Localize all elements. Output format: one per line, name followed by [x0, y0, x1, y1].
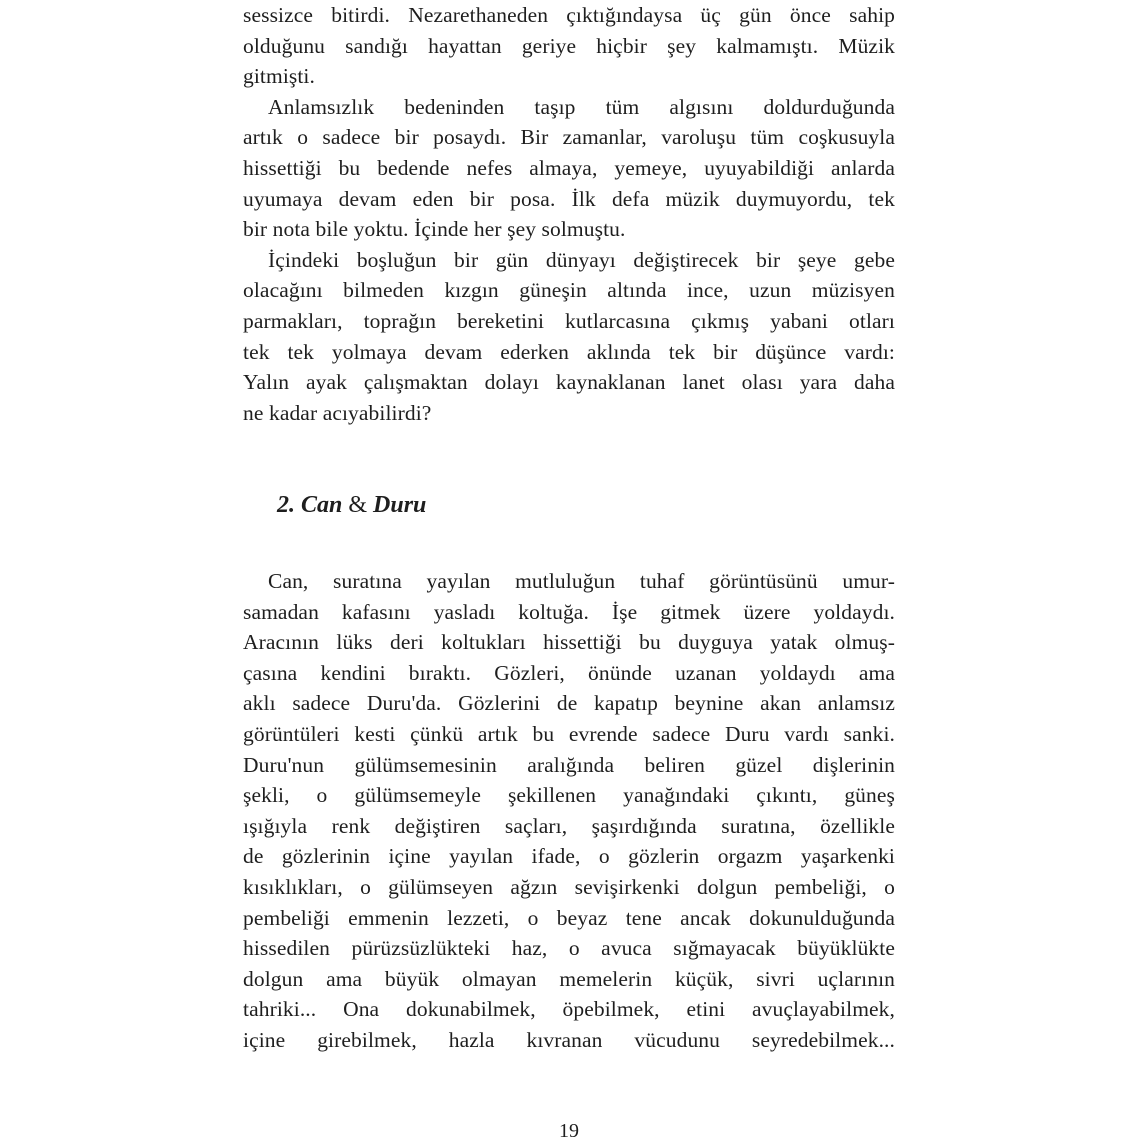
section-number: 2. — [277, 492, 295, 518]
text-line: bir nota bile yoktu. İçinde her şey solmuştu. — [243, 217, 626, 242]
text-line: ışığıyla renk değiştiren saçları, şaşırdığında suratına, özellikle — [243, 813, 895, 838]
section-name-a: Can — [301, 492, 343, 518]
text-line: görüntüleri kesti çünkü artık bu evrende sadece Duru vardı sanki. — [243, 721, 895, 746]
ampersand: & — [348, 492, 368, 518]
text-line: parmakları, toprağın bereketini kutlarcasına çıkmış yabani otları — [243, 308, 895, 333]
text-line: şekli, o gülümsemeyle şekillenen yanağındaki çıkıntı, güneş — [243, 783, 895, 808]
page-number: 19 — [559, 1120, 579, 1142]
prior-section-text — [243, 0, 895, 428]
text-line: hissedilen pürüzsüzlükteki haz, o avuca sığmayacak büyüklükte — [243, 936, 895, 961]
section-heading — [277, 488, 426, 522]
text-line: Duru'nun gülümsemesinin aralığında beliren güzel dişlerinin — [243, 752, 895, 777]
text-line: İçindeki boşluğun bir gün dünyayı değiştirecek bir şeye gebe — [268, 247, 895, 272]
text-line: olduğunu sandığı hayattan geriye hiçbir şey kalmamıştı. Müzik — [243, 33, 895, 58]
text-line: artık o sadece bir posaydı. Bir zamanlar, varoluşu tüm coşkusuyla — [243, 125, 895, 150]
text-line: kısıklıkları, o gülümseyen ağzın sevişirkenki dolgun pembeliği, o — [243, 874, 895, 899]
text-line: sessizce bitirdi. Nezarethaneden çıktığındaysa üç gün önce sahip — [243, 3, 895, 27]
text-line: samadan kafasını yasladı koltuğa. İşe gitmek üzere yoldaydı. — [243, 599, 895, 624]
text-line: Can, suratına yayılan mutluluğun tuhaf görüntüsünü umur- — [268, 569, 895, 593]
section-body-text — [243, 566, 895, 1056]
text-line: Yalın ayak çalışmaktan dolayı kaynaklanan lanet olası yara daha — [243, 370, 895, 395]
text-line: hissettiği bu bedende nefes almaya, yemeye, uyuyabildiği anlarda — [243, 155, 895, 180]
text-line: çasına kendini bıraktı. Gözleri, önünde uzanan yoldaydı ama — [243, 660, 895, 685]
text-line: dolgun ama büyük olmayan memelerin küçük, sivri uçlarının — [243, 966, 895, 991]
text-line: pembeliği emmenin lezzeti, o beyaz tene ancak dokunulduğunda — [243, 905, 895, 930]
text-line: Aracının lüks deri koltukları hissettiği bu duyguya yatak olmuş- — [243, 630, 895, 655]
text-line: uyumaya devam eden bir posa. İlk defa müzik duymuyordu, tek — [243, 186, 895, 211]
text-line: tahriki... Ona dokunabilmek, öpebilmek, etini avuçlayabilmek, — [243, 997, 895, 1022]
text-line: olacağını bilmeden kızgın güneşin altında ince, uzun müzisyen — [243, 278, 895, 303]
section-name-b: Duru — [373, 492, 427, 518]
text-line: Anlamsızlık bedeninden taşıp tüm algısını doldurduğunda — [268, 94, 895, 119]
text-line: içine girebilmek, hazla kıvranan vücudunu seyredebilmek... — [243, 1027, 895, 1052]
text-line: ne kadar acıyabilirdi? — [243, 400, 432, 425]
text-line: aklı sadece Duru'da. Gözlerini de kapatıp beynine akan anlamsız — [243, 691, 895, 716]
text-line: tek tek yolmaya devam ederken aklında tek bir düşünce vardı: — [243, 339, 895, 364]
text-line: de gözlerinin içine yayılan ifade, o gözlerin orgazm yaşarkenki — [243, 844, 895, 869]
text-line: gitmişti. — [243, 64, 315, 89]
